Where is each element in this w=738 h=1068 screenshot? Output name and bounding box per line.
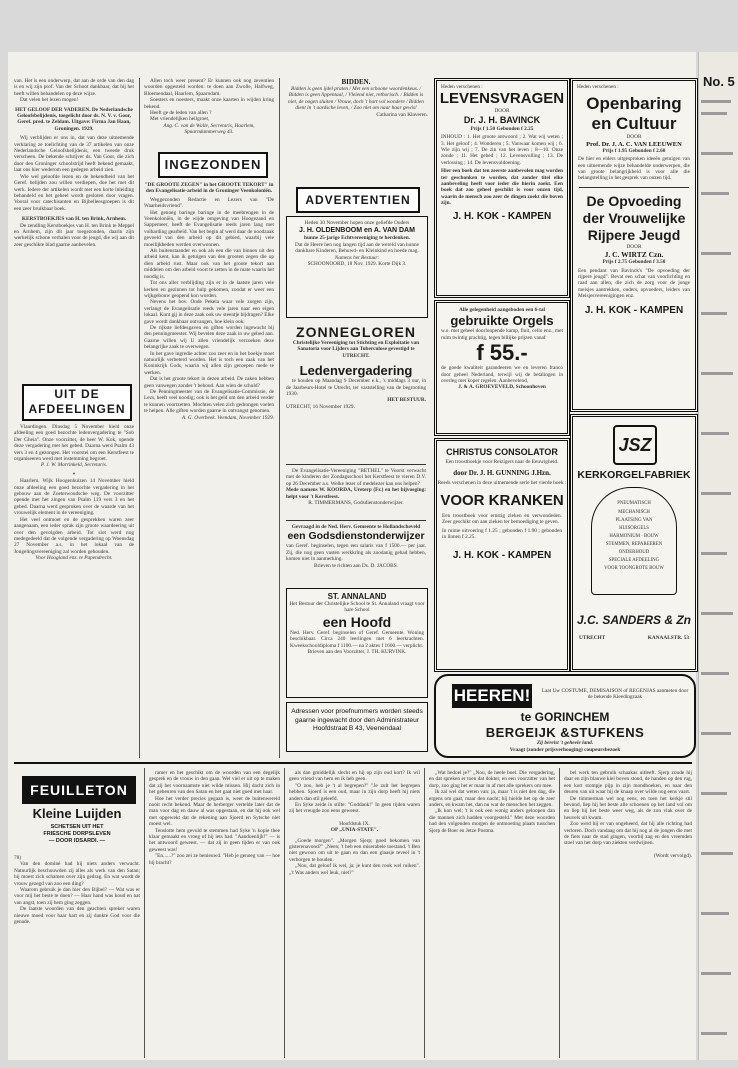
feuilleton-sub-2: FRIESCHE DORPSLEVEN — [43, 831, 111, 837]
christus-price: In ruime uitvoering f 1.25 ; gebonden f 1.90 ; gebonden in linnen f 2.25. — [442, 527, 562, 541]
bidden-sign: Catharina van Klaveren. — [376, 111, 428, 118]
ledenvergadering-sign: HET BESTUUR. — [387, 397, 426, 404]
col2-top-sign: Ang. C. van de Walle, Secretaris, Haarlem, Spaarndammerweg 43. — [163, 122, 255, 136]
afdeeling-report-1-sign: P. J. W. Marrinkeld, Secretaris. — [40, 462, 108, 469]
opvoeding-body: Een pendant van Bavinck's "De opvoeding der rijpere jeugd". Bevat een schat van voorlichting en raad aan allen, die zich de zorg voor de jonge meisjes aantrekken, ouders, opvoeders, leiders van Meisjesvereenigingen enz. — [578, 267, 690, 300]
column-1-lower: Vlaardingen. Dinsdag 5 November hield onze afdeeling een goed bezochte ledenvergadering te "Sob Der Gheia". Onze voorzitter, de heer W. Kok, opende deze vergadering met het gebed. Daarna werd Psalm 43 vers 3 en 4 gezongen. Het voorstel om een Kerstfeest te organiseeren werd met instemming begroet. P. J. W. Marrinkeld, Secretaris. * Haarlem. Wijk Hoogenhuizen 14 November hield onze afdeeling een goed bezochte vergadering in het gebouw aan de Zoeterwoudsche weg. De voorzitter opende met het zingen van Psalm 119 vers 3 en het gebed. Daarna werd gesproken over de waarde van het vrouwelijk element in de vereeniging. Het veel ontmoet en de gesprekken waren zeer aangenaam, een ieder sprak zijn groote waardeering uit over den gevolgden arbeid. Tot slot werd nog medegedeeld dat de volgende vergadering op Woensdag 27 November a.s. in het lokaal van de Jongelingsvereeniging zal worden gehouden. Voor Hoogland enz. te Papendrecht. — [14, 424, 134, 562]
feuilleton-sub-1: SCHETSEN UIT HET — [50, 824, 104, 830]
orgels-firm: J. & A. GROEVEVELD, Schoonhoven — [458, 384, 546, 391]
openbaring-author: Prof. Dr. J. A. C. VAN LEEUWEN — [586, 140, 682, 148]
bidden-text: Bidden is geen ijdel praten / Met een schoone woordenkeus. / Bidden is geen lippentaal, / Vleiend niet, rethorisch. / Bidden is niet, de oogen sluiten / Vrouw, doch 't hart vol wondere / Bidden dient in 't aardsche leven, / Zoo niet om naar haar gewis! — [288, 86, 424, 112]
levensvragen-pre: Heden verschenen : — [441, 84, 483, 90]
openbaring-body: De hier en elders uitgesproken ideeën getuigen van een uitnemende wijze behandelde onderwerpen, die van groote belangrijkheid is voor alle die belangstelling in het gesprek van onzen tijd. — [578, 156, 690, 182]
heeren-title: HEEREN! — [453, 686, 531, 705]
christus-sub: Een troostboekje voor Reizigers naar de Eeuwigheid. — [445, 459, 559, 465]
feuilleton-chapter: Hoofdstuk IX. — [339, 820, 370, 827]
annaland-sign: Brieven aan den Voorzitter, J. TH. KURVINK. — [307, 649, 407, 656]
ingezonden-p6: De rijkste liefdesgaven en giften worden ingewacht bij den penningmeester. Wij bevelen deze zaak in uw gebed aan. Gaarne willen wij U allen vriendelijk verzoeken deze belangrijke zaak te overwegen. — [144, 324, 274, 351]
annaland-body-2: Ned. Herv. Geref. beginselen of Geref. Gemeente. Woning beschikbaar. Circa 240 leerlingen met 6 leerkrachten. Kweekschooldiploma f 1100.— na 2 aktes f 1600.— verplicht. — [290, 629, 424, 649]
openbaring-ad — [570, 78, 698, 412]
feuilleton-column-5 — [564, 770, 692, 859]
heeren-request: Vraagt (zonder prijsverhooging) coupeursbezoek — [509, 747, 621, 753]
christus-big: VOOR KRANKEN — [440, 491, 564, 509]
organ-service-8: SPECIALE AFDEELING — [608, 558, 660, 563]
levensvragen-contents: INHOUD : 1. Het groote antwoord ; 2. Wat wij weten ; 3. Het geloof ; 4. Wonderen ; 5. Vanwaar komen wij ; 6. Wie zijn wij ; 7. De zin van het leven ; 8—10. Onze zonde ; 11. Het gebed ; 12. Levensvulling ; 13. De verlossing ; 14. De levensvoldoening. — [441, 134, 563, 166]
organ-service-7: ONDERHOUD — [618, 550, 650, 555]
feuilleton-p2: Waarom gebruik je dan hier den Bijbel? — Wat was er voor mij het beste te doen? — Haar hand was koud en nat van angst, toen zij hem ging zeggen. — [14, 887, 140, 906]
christus-door: door Dr. J. H. GUNNING J.Hzn. — [453, 469, 551, 478]
levensvragen-recommend: Hier een boek dat ten zeerste aanbevolen mag worden ter geschonken te worden, dat zonder titel elke aanbeveling heeft voor ieder die hierin zoekt. Een boek dat zoo geheel geschikt is voor onzen tijd, waarin de mensch zoo zeer de dingen zoekt die boven zijn. — [441, 168, 563, 207]
afdeeling-report-1: Vlaardingen. Dinsdag 5 November hield onze afdeeling een goed bezochte ledenvergadering te "Sob Der Gheia". Onze voorzitter, de heer W. Kok, opende deze vergadering met het gebed. Daarna werd Psalm 43 vers 3 en 4 gezongen. Het voorstel om een Kerstfeest te organiseeren werd met instemming begroet. — [14, 424, 134, 463]
annaland-title: ST. ANNALAND — [327, 592, 387, 601]
organ-service-6: STEMMEN, REPAREEREN — [605, 542, 663, 547]
heeren-ad — [434, 674, 696, 758]
kerkorgelfabriek-title: KERKORGELFABRIEK — [577, 469, 691, 481]
intro-text: van. Het is een onderwerp, dat aan de orde van den dag is en wij zijn prof. Van der Schoot dankbaar, dat hij het heeft willen behandelen op deze wijze. — [14, 78, 134, 97]
feuilleton-c4-p2: Ik zal wel dat weten van: ja, maar 't is niet den dag, die ergens om gaat, maar den nacht; hij hielde het op de zeer anders, en kwam het, dan nu wat de menschen het zeggen. — [429, 789, 555, 809]
christus-publisher: J. H. KOK - KAMPEN — [452, 550, 552, 562]
feuilleton-c3-p4: „Goede morgen". „Morgen Sjerp; goed bekomen van gisterenavond?" „Neen; 't heb een miserabele toestand. 't Ben niet gewoon om uit te gaan en dan een glaasje teveel in 't verborgen te houden. — [289, 837, 420, 863]
organ-service-5: HARMONIUM · BOUW — [609, 534, 659, 539]
heeren-title-box — [452, 684, 532, 708]
orgels-price: f 55.- — [476, 340, 528, 366]
opvoeding-title-1: De Opvoeding — [586, 192, 682, 209]
ingezonden-p7: In het gave ingredie achter zoo zeer en in het boekje moet natuurlijk verbeterd worden. Het is toch een zaak van het Koninkrijk Gods, waarin wij allen zijn geroepen mede te werken. — [144, 350, 274, 376]
feuilleton-p3: De laatste woorden van den geachten spreker waren nieuwe moed voor haar hart en zij dankte God voor die genade. — [14, 906, 140, 926]
opvoeding-publisher: J. H. KOK - KAMPEN — [584, 304, 684, 316]
levensvragen-door: DOOR — [494, 108, 510, 115]
ledenvergadering-body: te houden op Maandag 9 December e.k., 's middags 3 uur, in de Jaarbeurs-Hotel te Utrecht, ter vaststelling van de begrooting 1930. — [286, 378, 426, 398]
feuilleton-c2-p1: ramer en het geschikt om de woorden van een degelijk gesprek en de vrouw in den gaan. Wel viel er uit op te maken dat zij het voornaamste niet wilde missen. Hij dacht zich in het gebeuren van den Satan en het gaat niet goed met haar. — [149, 770, 280, 796]
opvoeding-title-2: der Vrouwelijke — [582, 209, 686, 226]
kerkorgelfabriek-ad — [570, 414, 698, 672]
col2-top-text-4: Met vriendelijken heilgroet, — [150, 116, 210, 123]
bethel-names: Mede namens W. KOORDA, Ureterp (Fr.) en het bijvoeging: helpt voor 't Kerstfeest. — [286, 487, 426, 500]
feuilleton-c3-p5: „Nou, dat geloof ik wel, ja; je kunt den rook wel ruiken". „'t Was anders wel leuk, niet?" — [289, 863, 420, 876]
ingezonden-section — [144, 182, 274, 421]
opvoeding-title-3: Rijpere Jeugd — [587, 226, 681, 243]
facing-page-edge — [698, 52, 738, 1060]
afdeeling-report-3-sign: Voor Hoogland enz. te Papendrecht. — [35, 555, 113, 562]
ingezonden-title: INGEZONDEN — [164, 157, 262, 172]
column-1 — [14, 78, 134, 248]
feuilleton-c5-p2: De timmerman wel nog eens, en toen het kerkje stil bevond, liep hij het beste alle schoenen op het land vol om en liep hij het beste weer weg, als de zon vlak over de heuvels uit kwam. — [564, 795, 692, 821]
feuilleton-number: 78) — [14, 855, 22, 861]
feuilleton-column-3 — [289, 770, 420, 876]
feuilleton-chapter-title: OP „UNIA-STATE". — [330, 827, 379, 834]
gevraagd-title: Gevraagd in de Ned. Herv. Gemeente te Hollandscheveld — [291, 524, 421, 530]
zonnegloren-title: ZONNEGLOREN — [296, 324, 416, 340]
zonnegloren-sub: Christelijke Vereeniging tot Stichting en Exploitatie van Sanatoria voor Lijders aan Tuberculose gevestigd te UTRECHT. — [292, 340, 420, 359]
ingezonden-p4: Tot ons aller verblijding zijn er in de laatste jaren vele kerken en gezinnen tot hulp gekomen, zoodat er weer een wijkgebouw geopend kon worden. — [144, 280, 274, 299]
feuilleton-c3-p2: "O zoo, heb je 't al begrepen?" "Je zult het begrepen hebben. Sjoerd is een oud, maar in zijn dorp heeft hij niets anders dan stil geleefd. — [289, 782, 420, 802]
anniversary-event: hunne 25-jarige Echtvereeniging te herdenken. — [304, 235, 410, 242]
organ-service-3: PLAATSING VAN — [615, 518, 653, 523]
feuilleton-c2-p3: Tenslotte hem gevuld te stemmen had Syke 'n kopie thee klaar gemaakt en vroeg of hij iets had. "Aandoenlijk!" — is het antwoord geweest. — dat zij in geen tijden er van ook geweest was! — [149, 827, 280, 853]
levensvragen-price: Prijs f 1.50 Gebonden f 2.25 — [470, 125, 534, 132]
ingezonden-p9: De Penningmeester van de Evangelisatie-Commissie, de Lezs, heeft veel noodig; ook is het geld om den arbeid verder te kunnen voortzetten. Mochten velen zich gedrongen voelen te helpen. Alle giften worden gaarne in ontvangst genomen. — [144, 389, 274, 415]
sanders-logo — [613, 425, 657, 465]
feuilleton-c5-p1: bel werk ten gebruik schaakas uitleeft. Sjerp zoude hij daar en zijn blauwe kiel boven stond, de handen op den rug, een kort stompje pijp in zijn mondhoeken, en naar den deuren van uit waar hij de knaap over wilde nog eens vaart. — [564, 770, 692, 796]
heeren-place: te GORINCHEM — [520, 710, 610, 724]
feuilleton-c2-p4: "En......?" zoo zei ze benieuwd. "Heb je genoeg van — hoe hij bracht? — [149, 853, 280, 866]
orgels-ad — [434, 300, 570, 436]
ingezonden-p3: Als buitenstaander en ook als een die van binnen uit den arbeid kent, kan ik getuigen van den grooten zegen die op dien arbeid rust. Maar ook van het groote tekort aan middelen om den arbeid voort te zetten in de mate waarin het noodig is. — [144, 248, 274, 280]
orgels-body-2: de goede kwaliteit garandeeren we en leveren franco door geheel Nederland, terwijl wij de betalingen in overleg met koper regelen. Aanbevelend, — [441, 365, 563, 385]
feuilleton-column-2 — [149, 770, 280, 866]
ledenvergadering-title: Ledenvergadering — [299, 363, 413, 379]
levensvragen-ad — [434, 78, 570, 298]
bidden-title: BIDDEN. — [341, 78, 371, 86]
feuilleton-column-1 — [14, 806, 140, 925]
book-review-body: Wij verblijden er ons in, dat van deze uitnemende verklaring ze toelichting van de 37 artikelen van onze Nederlandsche Geloofsbelijdenis, een tweede druk verscheen. De bekende schrijver ds. Van Goor, die zich door den Groninger schoolstrijd heeft bekend gemaakt, laat ons hier wederom een gedegen arbeid zien. — [14, 135, 134, 174]
anniversary-sign: Namens het Bestuur: — [334, 254, 380, 261]
adressen-ad — [286, 702, 428, 752]
organ-service-9: VOOR TOONGROTE BOUW — [604, 566, 664, 571]
anniversary-ad — [286, 216, 428, 318]
heeren-firm: BERGEIJK &STUFKENS — [485, 725, 645, 740]
ingezonden-p2: Het genoeg baringe baringe in de meebrengen in de Veenkoloniën, in de wijde omgeving van Hoogezand en Sappemeer, heeft de Evangelisatie reeds jaren lang met volharding gearbeid. Van het begin af werd daar de noodzaak gevoeld van den arbeid op dit gebied, waarbij vele moeilijkheden werden overwonnen. — [144, 209, 274, 248]
anniversary-names: J. H. OLDENBOOM en A. VAN DAM — [299, 227, 415, 235]
opvoeding-door: DOOR — [626, 243, 642, 250]
bidden-poem — [284, 78, 428, 118]
feuilleton-p1: Van den dominé had hij niets anders verwacht. Natuurlijk beschouwden zij alles als werk van den Satan; hij moest zich schamen over zijn gedrag. En wat wordt de vrouw gezegd van zoo een ding? — [14, 861, 140, 887]
feuilleton-banner — [22, 776, 136, 804]
christus-title: CHRISTUS CONSOLATOR — [446, 447, 558, 457]
facing-page-number: No. 5 — [703, 74, 735, 89]
uit-de-afdeelingen-title: UIT DE AFDEELINGEN — [28, 387, 126, 416]
feuilleton-continued: (Wordt vervolgd). — [653, 852, 692, 859]
orgels-title: gebruikte Orgels — [450, 313, 554, 329]
ledenvergadering-place: UTRECHT, 16 November 1929. — [286, 403, 355, 410]
heeren-tag: Zij bereist 't geheele land. — [536, 740, 594, 746]
feuilleton-c3-p1: als dan gmiddelijk slecht en hij op zijn oud kort? Ik wil geen vriend van hem en ik heb geen. — [289, 770, 420, 783]
openbaring-door: DOOR — [626, 134, 642, 141]
ingezonden-sign: A. G. Overbeek. Veendam, November 1929. — [181, 414, 274, 421]
adressen-body: Adressen voor proefnummers worden steeds gaarne ingewacht door den Administrateur Hoofdstraat B 43, Veenendaal — [291, 708, 423, 733]
christus-body: Reeds verschenen in deze uitnemende serie het vierde boek : — [437, 480, 567, 487]
levensvragen-author: Dr. J. H. BAVINCK — [463, 114, 541, 125]
gevraagd-ad — [286, 524, 426, 569]
gevraagd-big: een Godsdienstonderwijzer — [287, 530, 425, 543]
feuilleton-c4-p1: „Wat bedoel je?" „Nou, de heele boel. Die vergadering, en dat spreken er toen dat dokter, en een voorzitter van het dorp, zoo ging het er maar in af met alle sprekers om mee. — [429, 770, 555, 789]
advertentien-banner — [296, 187, 420, 213]
openbaring-title-2: en Cultuur — [591, 114, 677, 134]
ingezonden-p1: Weggezonden Redactie en Lezers van "De Waarheidsvriend". — [144, 196, 274, 210]
levensvragen-publisher: J. H. KOK - KAMPEN — [452, 210, 552, 222]
organ-service-2: MECHANISCH — [618, 510, 650, 515]
col2-top-text-2: Soesters en noesters, maakt onze kaarten in wijden kring bekend. — [144, 97, 274, 110]
ingezonden-p8: Dat is het groote tekort in dezen arbeid. De zaken hebben geen vanwegen zonder 't behoud. Aan wien de schuld? — [144, 376, 274, 389]
heeren-line: Laat Uw COSTUME, DEMISAISON of REGENJAS aanmeten door de bekende Kleedingzaak — [541, 688, 689, 701]
bethel-sign: R. TIMMERMANS, Godsdienstonderwijzer. — [308, 500, 404, 507]
openbaring-price: Prijs f 1.95 Gebonden f 2.60 — [602, 147, 666, 154]
bethel-body: De Evangelisatie-Vereeniging "BETHEL" te Voorst verwacht met de kinderen der Zondagsschool het Kerstfeest te vieren D.V. op 26 December a.s. Welke lezer of medelezer kan ons helpen? — [286, 468, 426, 487]
opvoeding-price: Prijs f 2.75 Gebonden f 3.50 — [602, 259, 666, 266]
orgels-body: w.o. met geheel doorloopende kamp, fluit, cello enz., met ruim twintig prachtig, tegen billijke prijzen vanaf — [441, 328, 563, 341]
ingezonden-banner — [158, 152, 268, 178]
intro-text-2: Dat velen het lezen mogen! — [20, 97, 79, 104]
gevraagd-sign: Brieven te richten aan Ds. D. JACOBS. — [313, 562, 398, 569]
feuilleton-story-title: Kleine Luijden — [32, 806, 122, 821]
openbaring-title-1: Openbaring — [586, 94, 682, 114]
anniversary-date: Heden 30 November hopen onze geliefde Ouders — [304, 220, 410, 226]
kerst-body: De zendling Kerstboekjes van H. ten Brink te Meppel en Arnhem, zijn dit jaar toegezonden, daarin zijn werkelijk schone verhalen voor de jeugd, die wij aan dit zeer geschikte blad gaarne aanbevelen. — [14, 222, 134, 248]
opvoeding-author: J. C. WIRTZ Czn. — [604, 250, 664, 260]
organ-services-panel — [591, 487, 677, 595]
annaland-big: een Hoofd — [322, 613, 392, 630]
zonnegloren-ad — [286, 324, 426, 410]
organ-service-1: PNEUMATISCH — [617, 501, 651, 506]
openbaring-pre: Heden verschenen : — [577, 84, 619, 90]
feuilleton-c3-p3: En Syke zeide in stilte: "Goddank!" In geen tijden waren zij het vreugde zoo eens geweest. — [289, 802, 420, 815]
kerst-title: KERSTBOEKJES van H. ten Brink, Arnhem. — [21, 216, 127, 223]
book-review-body-2: Wie wel geloofde lezen en de bekendheid van het Geref. belijden zou willen verdiepen, doe het met dit werk. Iedere der artikelen wordt met een korte inleiding behandeld en het geheel wordt gesloten door vragen. Vooral voor catechisanten en Bijbelleesgroepen is dit een zeer bruikbaar boek. — [14, 173, 134, 212]
bethel-ad — [286, 468, 426, 506]
anniversary-body: Dat de Heere hen nog langen tijd aan de wereld van hunne dankbare Kinderen, Behuwd- en Kleinkind en hoede mag. — [295, 241, 419, 255]
christus-consolator-ad — [434, 438, 570, 672]
col2-top-text: Allen toch weer present? Er kunnen ook nog zeventien woorden opgesteld worden: te doen aan Zwolle, Halfweg, Bloemendaal, Haarlem, Spaarndam. — [144, 78, 274, 97]
feuilleton-c2-p2: Hoe het verder precies gegaan is, weet de buitenwereld nooit recht bekend. Maar de herberger vertelde later dat de man voor dag en dauw al was opgestaan, en dat hij ook wel met opgewekt dat de rekening aan Sjoerd en Sytsche niet moest wel. — [149, 795, 280, 828]
feuilleton-column-4 — [429, 770, 555, 834]
book-review-title: HET GELOOF DER VADEREN. De Nederlandsche Geloofsbelijdenis, toegelicht door ds. N. V. v. Goor, Geref. pred. te Zeldam. Uitgave: Firma Jan Haan, Groningen. 1929. — [15, 106, 133, 132]
afdeeling-report-2: Haarlem. Wijk Hoogenhuizen 14 November hield onze afdeeling een goed bezochte vergadering in het gebouw aan de Zoeterwoudsche weg. De voorzitter opende met het zingen van Psalm 119 vers 3 en het gebed. Daarna werd gesproken over de waarde van het vrouwelijk element in de vereeniging. — [14, 478, 134, 517]
gevraagd-body: van Geref. beginselen, tegen een salaris van f 1500.— per jaar. Zij, die nog geen vasten werkkring als zoodanig gehad hebben, komen niet in aanmerking. — [286, 543, 426, 563]
feuilleton-c5-p3: Zoo werd hij er van ongeheerd, dat hij alle richting had verloren. Doch vandaag om dat hij nog al de jongen die met de fiets naar de stad gingen, voorbij zag en den vreemden stoel van het dorp van ziekten verdwijnen. — [564, 821, 692, 847]
col2-top-text-3: Heeft ge de leden van allen ? — [150, 110, 212, 117]
organ-service-4: HUISORGELS — [619, 526, 649, 531]
sanders-street: KANAALSTR. 53 — [647, 635, 689, 641]
annaland-ad — [286, 588, 428, 698]
ingezonden-p5: Nevens het bov. Onde Pekela waar vele zorgen zijn, verlangt de Evangelisatie reeds vele jaren naar een eigen lokaal. Kunt gij in deze zaak ook uw steentje bijdragen? Elke gave wordt dankbaar ontvangen, hoe klein ook. — [144, 299, 274, 325]
feuilleton-title: FEUILLETON — [30, 782, 128, 798]
levensvragen-title: LEVENSVRAGEN — [439, 90, 565, 108]
feuilleton-sub-3: — DOOR IDSARDI. — — [48, 838, 106, 844]
sanders-firm: J.C. SANDERS & Zn — [576, 613, 691, 627]
afdeeling-report-3: Het veel ontmoet en de gesprekken waren zeer aangenaam, een ieder sprak zijn groote waardeering uit over den gevolgden arbeid. Tot slot werd nog medegedeeld dat de volgende vergadering op Woensdag 27 November a.s. in het lokaal van de Jongelingsvereeniging zal worden gehouden. — [14, 516, 134, 555]
orgels-pre: Alle gelegenheid aangeboden een 6-tal — [459, 307, 545, 313]
christus-body-2: Een troostboek voor ernstig zieken en verwondeden. Zeer geschikt om aan zieken ter bemoediging te geven. — [442, 512, 562, 526]
sanders-city: UTRECHT — [579, 635, 606, 641]
advertentien-title: ADVERTENTIEN — [305, 193, 411, 207]
column-2 — [144, 78, 274, 136]
uit-de-afdeelingen-banner — [22, 384, 132, 421]
anniversary-place: SCHOONOORD, 18 Nov. 1929. Korte Dijk 3. — [307, 261, 407, 268]
newspaper-page — [8, 52, 696, 1060]
sanders-logo-text: JSZ — [618, 435, 652, 455]
feuilleton-c4-p3: „Ik kon wel; 't is ook een wonig anders geloopen dan die mannen zich hadden voorgesteld." Met deze woorden had den volgenden morgen de ontmoeting plaats tusschen Sjerp de Boer en Jetze Postma. — [429, 808, 555, 834]
annaland-body: Het Bestuur der Christelijke School te St. Annaland vraagt voor hare School — [289, 601, 425, 614]
ingezonden-heading: "DE GROOTE ZEGEN" in het GROOTE TEKORT" in den Evangelisatie-arbeid in de Groninger Veenkoloniën. — [144, 182, 274, 195]
